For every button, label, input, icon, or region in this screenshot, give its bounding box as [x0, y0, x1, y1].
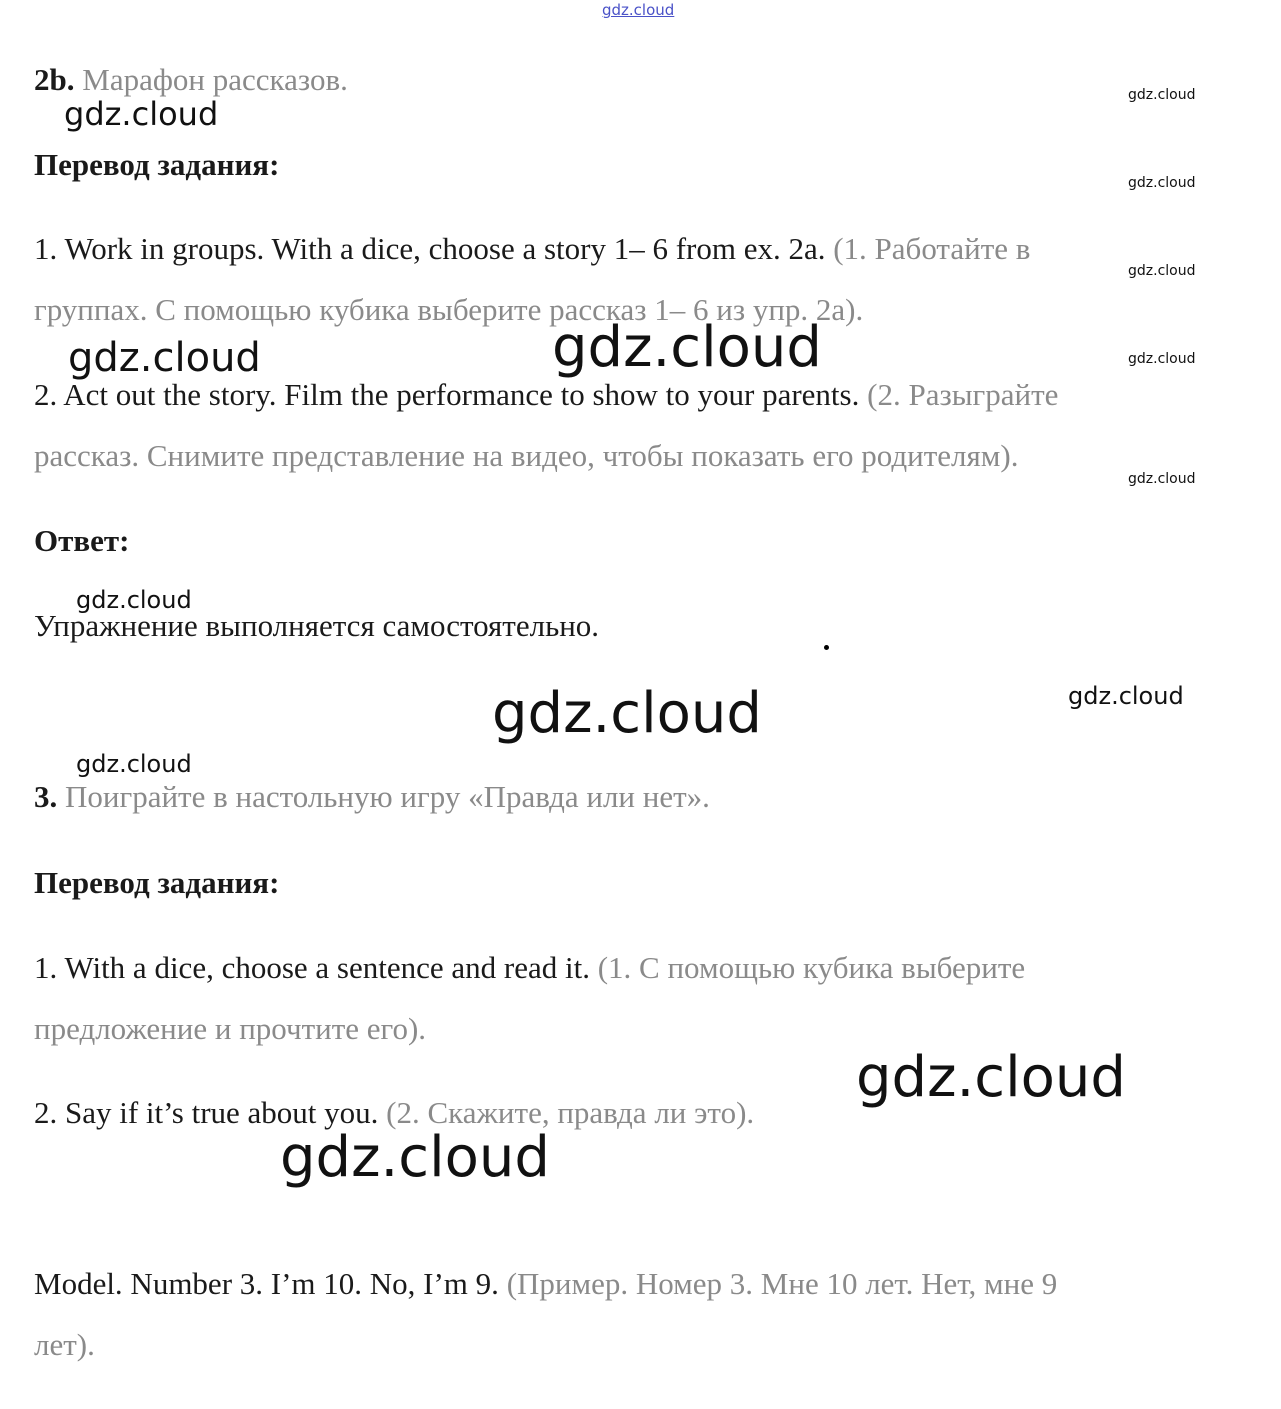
task-english: 2. Say if it’s true about you. [34, 1095, 379, 1130]
exercise-number: 2b. [34, 62, 75, 97]
task-russian: (2. Скажите, правда ли это). [386, 1095, 755, 1130]
watermark-large: gdz.cloud [552, 315, 822, 380]
watermark-small-label: gdz.cloud [76, 586, 192, 614]
task-item-2 [34, 375, 1058, 415]
watermark-large: gdz.cloud [492, 681, 762, 746]
translation-heading: Перевод задания: [34, 865, 280, 900]
translation-heading: Перевод задания: [34, 147, 280, 182]
watermark-large: gdz.cloud [280, 1125, 550, 1190]
exercise-number: 3. [34, 779, 58, 814]
exercise-3-title [34, 777, 710, 817]
task-russian: (1. С помощью кубика выберите [597, 950, 1026, 985]
task-english: 1. Work in groups. With a dice, choose a story 1– 6 from ex. 2a. [34, 231, 826, 266]
model-russian-continued: лет). [34, 1327, 95, 1362]
model-russian: (Пример. Номер 3. Мне 10 лет. Нет, мне 9 [506, 1266, 1058, 1301]
watermark-top: gdz.cloud [602, 1, 675, 19]
watermark-small-label: gdz.cloud [76, 750, 192, 778]
exercise-title: Поиграйте в настольную игру «Правда или нет». [65, 779, 710, 814]
exercise-title: Марафон рассказов. [82, 62, 348, 97]
watermark-medium: gdz.cloud [68, 335, 261, 381]
watermark-small: gdz.cloud [1128, 175, 1196, 191]
watermark-large: gdz.cloud [856, 1045, 1126, 1110]
task-english: 2. Act out the story. Film the performance to show to your parents. [34, 377, 860, 412]
watermark-small: gdz.cloud [1128, 471, 1196, 487]
task-english: 1. With a dice, choose a sentence and read it. [34, 950, 590, 985]
model-example [34, 1264, 1057, 1304]
task-item-1 [34, 229, 1030, 269]
task-russian: (1. Работайте в [833, 231, 1031, 266]
model-english: Model. Number 3. I’m 10. No, I’m 9. [34, 1266, 499, 1301]
stray-dot [824, 645, 829, 650]
watermark-small: gdz.cloud [1128, 351, 1196, 367]
answer-heading: Ответ: [34, 523, 130, 558]
task-item-2 [34, 1093, 754, 1133]
exercise-2b-title [34, 60, 348, 100]
task-russian: (2. Разыграйте [867, 377, 1059, 412]
answer-text: Упражнение выполняется самостоятельно. [34, 608, 600, 643]
task-item-1 [34, 948, 1025, 988]
watermark-small-label: gdz.cloud [1068, 682, 1184, 710]
task-russian-continued: предложение и прочтите его). [34, 1011, 427, 1046]
task-russian-continued: группах. С помощью кубика выберите рассказ 1– 6 из упр. 2а). [34, 292, 864, 327]
task-russian-continued: рассказ. Снимите представление на видео, чтобы показать его родителям). [34, 438, 1019, 473]
watermark-small: gdz.cloud [1128, 87, 1196, 103]
watermark-small: gdz.cloud [1128, 263, 1196, 279]
watermark-medium: gdz.cloud [64, 95, 219, 133]
